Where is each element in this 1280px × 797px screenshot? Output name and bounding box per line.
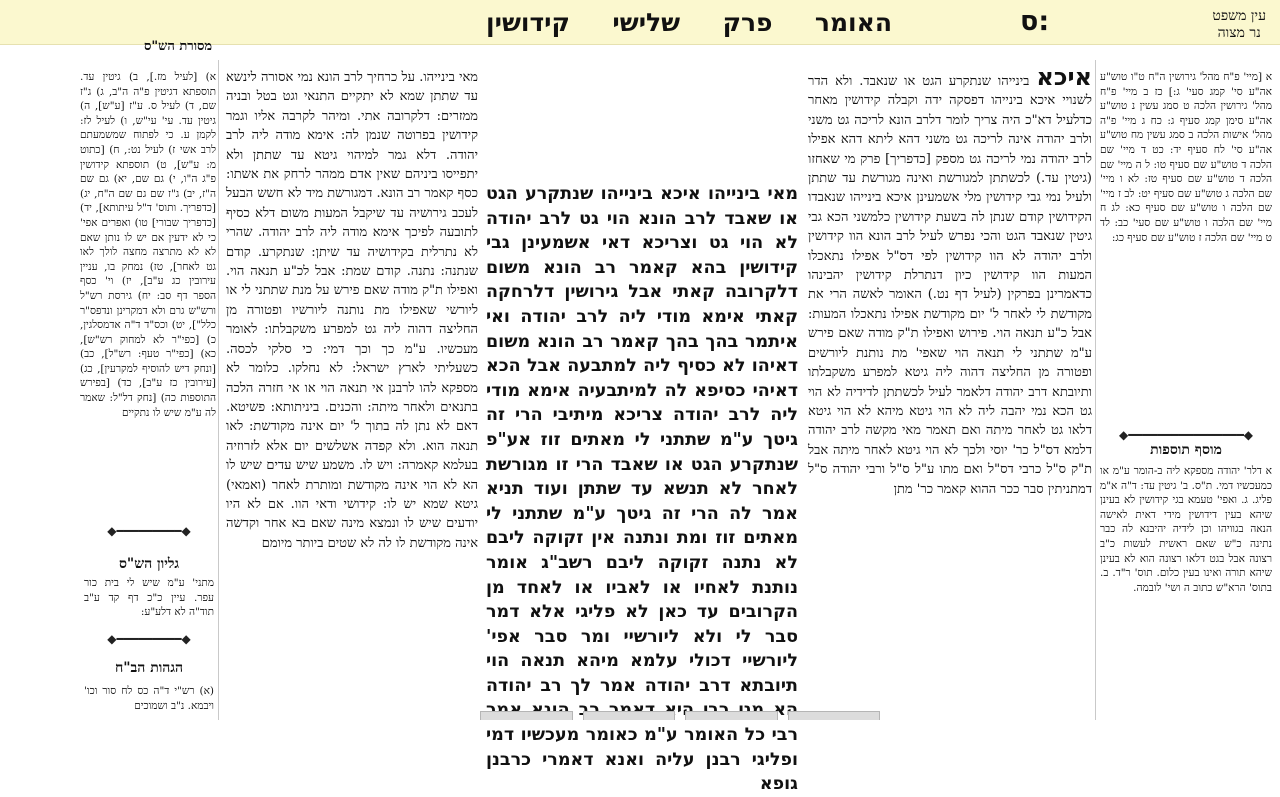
gemara-line: זקוקה ליבם רשב"ג אומר נותנת לאחיו או bbox=[486, 552, 798, 598]
mosaf-tosafot-line: ה ושי' לובמה. bbox=[1133, 581, 1190, 594]
masoret-line: ונדפס"ר כלל"], יט) וכס"ד ד"ה bbox=[80, 304, 216, 332]
ein-mishpat-line: סעי' ג:] bbox=[1168, 85, 1204, 98]
rashi-line: נט.) האומר לאשה הרי את מקודשת bbox=[808, 287, 1092, 322]
tosafot-line: לזרוזיה בעלמא קאמרה: ויש לו. bbox=[226, 438, 478, 474]
opening-word: איכא bbox=[1036, 63, 1092, 91]
tosafot-line: משמע שיש עדים שיש לו הא לא הוי bbox=[226, 458, 478, 493]
rashi-line: משקבלתו ותיובתא דרב יהודה דלאמר bbox=[808, 365, 1092, 400]
masoret-line: ז) לעיל נט:, ח) [כתוט מ: bbox=[80, 143, 216, 171]
tosafot-line: יהודה. דלא גמר למיהוי גיטא עד שתתן ולא יתפייסו ביניהם שאין bbox=[226, 147, 478, 183]
tosafot-line: אימא מודה ליה לרב יהודה. שהרי bbox=[226, 225, 400, 241]
tosafot-line: קאמר רב הונא. דמגורשת מיד לא bbox=[287, 186, 454, 202]
rashi-line: הקידושין קודם שנתן לה בשעת קידושין bbox=[895, 209, 1092, 225]
gemara-line: לאחר לא תנשא עד שתתן ועוד תניא אמר bbox=[486, 479, 798, 524]
tosafot-line: שמת: אבל לכ"ע תנאה הוי. ואפילו bbox=[226, 264, 478, 299]
tosafot-line: חשש הבעל לעכב גירושיה עד שיקבל bbox=[226, 186, 478, 221]
masoret-line: שם ה"ז, יב) ג"ז שם גם שם bbox=[80, 173, 216, 200]
mosaf-tosafot-line: לידיה יהיבנא לה כבר נתינה bbox=[1100, 523, 1273, 550]
masoret-hashas-header: מסורת הש"ס bbox=[144, 39, 213, 54]
hagahot-line: (א) רש"י ד"ה כס לח סור וכו' bbox=[84, 685, 214, 697]
tosafot-line: לרבנן אי תנאה הוי או אי חזרה הלכה bbox=[226, 380, 415, 396]
rashi-line: מיהא לא הוי גיטא דלאו גט לאחר bbox=[808, 403, 1092, 439]
gemara-line: אבל גירושין דלרחקה קאתי אימא מודי ליה bbox=[486, 282, 798, 327]
rashi-line: יהבינהו כדאמרינן בפרקין (לעיל דף bbox=[808, 268, 1092, 303]
rashi-line: [כדפריך] פרק מי שאחזו (גיטין עד.) bbox=[808, 151, 1092, 187]
gemara-line: הא היא bbox=[664, 700, 798, 721]
ein-mishpat-line: טוש"ע אה"ע סי' לח סעיף יד: bbox=[1100, 129, 1273, 156]
title-word: קידושין bbox=[486, 8, 570, 37]
mosaf-tosafot-line: דידושין מידי דאית לאישה bbox=[1100, 508, 1218, 521]
masoret-line: תוספתא דגיטין פ"ה ה"ב, bbox=[108, 85, 217, 98]
rashi-line: גט משני דהא ליתא דהא אפילו לרב יהודה נמי לריכה גט מספק bbox=[808, 132, 1092, 167]
tosafot-line: שנתקרע. קודם שנתנה: נתנה. קודם bbox=[226, 244, 478, 280]
rashi-line: לעיל לכשתתן לדידיה לא הוי גט bbox=[808, 384, 1092, 419]
masoret-line: למקרעין], כג) [עירובין bbox=[80, 362, 216, 390]
rashi-line: ע"ל ס"ל ורבי יהודה ס"ל bbox=[808, 462, 935, 478]
gemara-line: סבר אפי' ליורשיי דכולי עלמא מיהא תנאה bbox=[486, 626, 798, 672]
gemara-line: אבל הכא דאיהי כסיפא לה למיתבעיה bbox=[486, 356, 798, 401]
mosaf-tosafot-line: ר"ד. ב. בתוס' הרא"ש כתוב bbox=[1100, 567, 1272, 594]
rashi-line: בינייהו דפסקה ידה וקבלה קידושין מאחר כדלעיל דא"כ bbox=[808, 93, 1092, 128]
tosafot-line: לא יתקיים התנאי וגט בטל ובניה ממזרים: דלקרובה אתי. ומיהר bbox=[226, 89, 478, 124]
tab[interactable] bbox=[583, 711, 676, 720]
rashi-line: כלמשני הכא גבי גיטין שנאבד הגט bbox=[808, 209, 1092, 245]
masoret-line: פ"ג ה"ו, י) גם שם, יא) גם bbox=[98, 173, 217, 186]
tosafot-line: הוא. ולא קפדה אשלשים יום אלא bbox=[266, 438, 445, 454]
gemara-line: לה הרי זה גיטך ע"מ שתתני לי מאתים bbox=[486, 503, 798, 549]
tosafot-line: גיטא שמא יש לו: קידושי ודאי הוו. bbox=[290, 496, 478, 512]
rashi-line: הוו קידושין כיון דנתרלת קידושין bbox=[855, 268, 1046, 284]
tosafot-line: סלקי לכסה. כשעליתי לארץ ישראל: bbox=[226, 341, 478, 377]
ein-mishpat-line: כז ב מיי' פ"ח מהל' גירושין bbox=[1100, 85, 1273, 113]
mosaf-tosafot-line: רצונה הוא לא בעינן שיהא bbox=[1100, 552, 1272, 580]
gemara-line: הונא משום דאיהו לא כסיף ליה למתבעה bbox=[486, 331, 798, 377]
masoret-line: ע"ז [ע"ש], ה) גיטין עד. עי' bbox=[80, 100, 216, 127]
tosafot-line: אדם ממהר לרחק את אשתו: כסף bbox=[226, 167, 479, 202]
gemara-line: הרי זה גיטך ע"מ שתתני לי מאתים זוז bbox=[486, 405, 798, 450]
rashi-line: לפי דס"ל אפילו נתאכלו המעות bbox=[808, 248, 1093, 284]
tosafot-line: בתוך ל' יום אינה מקודשת: לאו תנאה bbox=[226, 419, 478, 454]
gemara-line: אע"פ שנתקרע הגט או שאבד הרי זו מגורשת bbox=[486, 429, 798, 475]
masoret-line: הספר דף סב: יח) גירסת bbox=[108, 289, 216, 302]
tosafot-line: ליורשיו ופטורה מן החליצה דהוה ליה bbox=[226, 302, 478, 338]
tosafot-line: גט למפרע משקבלתו: לאומר bbox=[226, 322, 377, 338]
rashi-column bbox=[808, 63, 1093, 718]
masoret-line: ג) ג"ז שם, ד) לעיל ס. bbox=[80, 85, 216, 113]
rashi-line: שאם פירש ע"מ שתתני לי תנאה הוי bbox=[808, 326, 1092, 361]
ein-mishpat-line: טוש"ע שם סעיף טז: bbox=[1144, 173, 1235, 186]
mosaf-tosafot-line: א"מ פליג. ג. ואפי' טעמא בגי bbox=[1100, 479, 1272, 507]
ein-mishpat-line: שם סעיף יט: bbox=[1137, 187, 1192, 200]
gemara-line: פליגי אלא דמר סבר לי ולא ליורשיי ומר bbox=[486, 602, 798, 647]
masoret-line: לאחר], טז) נמחק בו, עניין bbox=[80, 260, 200, 273]
tab[interactable] bbox=[480, 711, 573, 720]
masoret-line: לפתוח שמשמעתם לרב אשי bbox=[80, 129, 216, 156]
masoret-line: עי"ש, ו) לעיל לז: לקמן ע. כי bbox=[80, 114, 216, 142]
rashi-line: דמתניתין סבר ככר ההוא bbox=[970, 481, 1092, 497]
rashi-line: לי לאחר ל' יום מקודשת אפילו bbox=[891, 306, 1046, 322]
masoret-line: עירובין כג ע"ב], יז) וי' כסף bbox=[80, 275, 216, 288]
rashi-line: קאמר כר' מתן bbox=[893, 481, 967, 497]
ein-mishpat-header bbox=[1212, 8, 1266, 42]
gemara-line: מאי בינייהו איכא בינייהו שנתקרע הגט או bbox=[486, 184, 799, 229]
masoret-line: אדמסלגין, כ) [כפי"ר לא למחוק bbox=[80, 319, 216, 346]
tosafot-line: אם לא היו יודעים שיש לו ונמצא מינה bbox=[226, 496, 479, 532]
mosaf-tosafot-title: מוסף תוספות bbox=[1150, 442, 1222, 458]
masoret-line: ה"ח, יג) [כדפריך. ותוס' ד"ל bbox=[80, 187, 216, 215]
masoret-hashas-column bbox=[80, 70, 216, 510]
tosafot-line: לו לה לא שטים ביותר מיומם bbox=[261, 535, 406, 551]
rashi-line: מלי אשמעינן איכא בינייהו שנאבדו bbox=[808, 190, 982, 206]
gemara-line: לרב יהודה ואי איתמר בהך בהך קאמר רב bbox=[486, 306, 799, 352]
rashi-line: איכא בינייהו שנתקרע הגט או שנאבד. ולא הדר לשנויי איכא bbox=[808, 63, 1093, 109]
tosafot-line: לא נחלקו. כלומר לא מספקא להו bbox=[226, 361, 479, 396]
ein-mishpat-title: עין משפט bbox=[1212, 8, 1266, 24]
ein-mishpat-line: א [מיי' פ"ח מהל' גירושין bbox=[1169, 71, 1272, 83]
ein-mishpat-line: ה"ח ט"ו טוש"ע אה"ע סי' קמג bbox=[1100, 71, 1272, 98]
tab[interactable] bbox=[788, 711, 881, 720]
ein-mishpat-line: אה"ע סימן קמג סעיף ג: bbox=[1167, 114, 1273, 127]
gilyon-hashas-title: גליון הש"ס bbox=[118, 556, 180, 572]
tosafot-column bbox=[226, 68, 478, 718]
mosaf-tosafot-line: תורה ואינו בעין כלום. תוס' bbox=[1134, 567, 1246, 580]
masoret-line: יש לו נותן שאם לא bbox=[80, 231, 217, 259]
tosafot-line: לי או ליורשי שאפילו מת נותנה bbox=[226, 283, 479, 318]
column-divider bbox=[1095, 60, 1096, 720]
tosafot-line: אינה מקודשת ומותרת לאחר (ואמאי) bbox=[226, 477, 418, 493]
masoret-line: עיתותא], יד) [כדפריך שבורי] bbox=[80, 202, 216, 229]
ein-mishpat-line: ל ה מיי' שם הלכה ד bbox=[1100, 158, 1273, 186]
rashi-line: מן החליצה דהוה ליה גיטא למפרע bbox=[862, 365, 1050, 381]
masoret-line: לא מתרצה מחצה לולך לאו גט bbox=[80, 246, 216, 273]
ein-mishpat-line: כח ג מיי' פ"ה מהל' אישות bbox=[1100, 114, 1272, 142]
gemara-line: רבי כל האומר ע"מ כאומר מעכשיו דמי bbox=[486, 725, 798, 746]
rashi-line: לכשתתן למגורשת ואינה מגורשת bbox=[861, 171, 1031, 187]
hagahot-line: ויבמא. נ"ב ושמוכים bbox=[134, 699, 214, 712]
ein-mishpat-line: שם סעיף כא: bbox=[1125, 202, 1185, 215]
tosafot-line: לא נתרלית בקידושיה עד שיתן: bbox=[311, 244, 479, 260]
tosafot-line: המעות משום דלא כסיף לתובעה לפיכך bbox=[226, 205, 478, 241]
tosafot-line: שאם בא אחר וקדשה אינה מקודשת bbox=[226, 516, 478, 551]
masoret-line: רש"ל ורש"ש גרם ולא דמקרינן bbox=[80, 289, 216, 317]
masoret-line: כה) [נחק דל"ל: שאמר לה ע"מ bbox=[80, 392, 216, 419]
masoret-line: טו) ואפרים אפי' כי לא ידעין אם bbox=[80, 216, 216, 244]
ein-mishpat-line: טוש"ע שם סעיף כג: bbox=[1111, 231, 1196, 244]
rashi-line: הכא נמי יהבה ליה לא הוי גיטא bbox=[909, 403, 1075, 419]
masoret-line: רש"ש], כא) [כפי"ר טעף: bbox=[80, 333, 216, 361]
daf-number: ס: bbox=[1020, 6, 1050, 37]
masoret-line: א) [לעיל מז.], ב) גיטין עד. bbox=[80, 71, 216, 83]
masoret-line: רש"ל], כב) [ונחק דיש להוסיף bbox=[80, 348, 216, 375]
gemara-line: בהא קאמר רב הונא משום דלקרובה קאתי bbox=[486, 257, 799, 303]
rashi-line: לא הוי גיטא לאחר מיתה אבל bbox=[808, 442, 959, 458]
ein-mishpat-line: שם סעי' כב: bbox=[1114, 216, 1169, 229]
tab[interactable] bbox=[685, 711, 778, 720]
gilyon-line: עפר. עיין כ"כ דף קד ע"ב bbox=[84, 591, 214, 604]
rashi-line: היה צריך לומר דלרב הונא לריכה גט משני ולרב יהודה אינה לריכה bbox=[808, 112, 1093, 148]
title-word: האומר bbox=[814, 8, 892, 37]
rashi-line: עד שתתן ולעיל נמי גבי קידושין bbox=[808, 171, 1092, 206]
gemara-line: הוי גט וצריכא דאי אשמעינן גבי קידושין bbox=[486, 233, 799, 278]
ein-mishpat-line: לג ח מיי' שם הלכה ו טוש"ע bbox=[1100, 202, 1272, 229]
ein-mishpat-line: לד ט מיי' שם הלכה ז bbox=[1100, 216, 1272, 244]
masoret-line: שיש לו נתקיים bbox=[121, 406, 182, 419]
mosaf-tosafot-line: ב-הומר ע"מ או כמעכשיו דמי. bbox=[1100, 465, 1272, 492]
hagahot-habach-title: הגהות הב"ח bbox=[114, 660, 184, 676]
ornament-divider: ◆━━━━━━━━━◆ bbox=[107, 524, 191, 538]
ein-mishpat-line: כט ד מיי' שם הלכה ד bbox=[1100, 143, 1272, 171]
ein-mishpat-line: טוש"ע שם סעיף טו: bbox=[1153, 158, 1238, 171]
rashi-line: קידושין ולרב יהודה לא הוו קידושין bbox=[808, 229, 1092, 264]
rashi-line: ת"ק ס"ל כרבי דס"ל ואם מתו bbox=[939, 462, 1092, 478]
column-divider bbox=[218, 60, 219, 720]
ner-mitzvah-title: נר מצוה bbox=[1217, 25, 1261, 41]
mosaf-tosafot-line: כ"ש שאם ראשית לעשות bbox=[1123, 537, 1242, 550]
gilyon-line: תוד"ה לא דלע"ע: bbox=[140, 606, 214, 619]
gemara-line: לאביו או לאחד מן הקרובים עד כאן לא bbox=[486, 577, 799, 623]
tosafot-line: מאי בינייהו. על כרחיך לרב הונא נמי אסורה לינשא עד שתתן שמא bbox=[226, 70, 478, 105]
mosaf-tosafot-line: הנאה בגוויהו וכן bbox=[1200, 523, 1272, 536]
mosaf-tosafot-line: קידושין לא בעינן שיהא בעין bbox=[1100, 494, 1272, 521]
masoret-line: כז ע"ב], כד) [בפירש התוספות bbox=[80, 377, 217, 405]
gemara-line: זוז ומת ונתנה אין זקוקה ליבם לא נתנה bbox=[486, 528, 799, 573]
ein-mishpat-line: לב ז מיי' שם הלכה ו טוש"ע bbox=[1100, 187, 1273, 215]
mosaf-tosafot-column bbox=[1100, 464, 1272, 714]
gemara-text bbox=[486, 182, 799, 795]
ein-mishpat-line: לא ו מיי' שם הלכה ג טוש"ע bbox=[1100, 173, 1272, 200]
mosaf-tosafot-line: ת"ס. ב' גיטין עד: ד"ה bbox=[1120, 479, 1213, 492]
ein-mishpat-column bbox=[1100, 70, 1272, 410]
gilyon-line: מתני' ע"מ שיש לי בית כור bbox=[84, 577, 214, 589]
gemara-line: אימא מודי ליה לרב יהודה צריכא מיתיבי bbox=[486, 380, 798, 426]
rashi-line: יהודה דלמא דס"ל כר' יוסי ולכך bbox=[808, 423, 1092, 458]
tosafot-line: ת"ק מודה שאם פירש על מנת שתתני bbox=[255, 283, 443, 299]
title-word: פרק bbox=[722, 8, 773, 37]
gilyon-hashas-column bbox=[84, 576, 214, 622]
rashi-line: תנאה הוי. פירוש ואפילו ת"ק מודה bbox=[868, 326, 1043, 342]
mosaf-tosafot-line: כ"ב רצונה אבל בגט דלאו bbox=[1100, 537, 1273, 565]
hagahot-habach-column bbox=[84, 684, 214, 720]
tosafot-line: לקרבה אליו וגמר קידושין בפרוטה שנמן לה: אימא מודה ליה לרב bbox=[226, 108, 478, 144]
gemara-line: ופליגי רבנן עליה ואנא דאמרי כרבנן גופא bbox=[486, 749, 798, 795]
ornament-divider: ◆━━━━━━━━━━━━━━━━◆ bbox=[1118, 428, 1254, 442]
rashi-line: שאפי' מת נותנת ליורשים ופטורה bbox=[808, 345, 1092, 381]
rashi-line: והכי נפרש לעיל לרב הונא הוו bbox=[849, 229, 1001, 245]
gemara-line: הוי תיובתא דרב יהודה אמר לך רב יהודה bbox=[486, 651, 798, 696]
ein-mishpat-line: הלכה ב סמג עשין מח bbox=[1130, 129, 1220, 142]
tosafot-line: בתנאים ולאחר מיתה: והכנים. bbox=[324, 399, 478, 415]
rashi-line: מיתה ואם תאמר מאי מקשה לרב bbox=[841, 423, 1013, 439]
title-word: שלישי bbox=[612, 8, 681, 37]
gemara-line: שאבד לרב הונא הוי גט לרב יהודה לא bbox=[486, 208, 798, 254]
tosafot-line: ביניתותא: פשיטא. דאם לא נתן לה bbox=[226, 399, 478, 435]
mosaf-tosafot-line: א דלר' יהודה מספקא ליה bbox=[1166, 465, 1272, 477]
ornament-divider: ◆━━━━━━━━━◆ bbox=[107, 632, 191, 646]
ein-mishpat-line: הלכה ט סמג עשין נ טוש"ע bbox=[1100, 100, 1217, 113]
masoret-line: ע"ש], ט) תוספתא קידושין bbox=[80, 158, 200, 171]
rashi-line: נתאכלו המעות: אבל כ"ע bbox=[808, 306, 1092, 342]
bottom-tab-strip bbox=[480, 711, 880, 720]
chapter-title bbox=[486, 8, 892, 37]
tosafot-line: מעכשיו. ע"מ כך וכך דמי: כי bbox=[302, 341, 479, 357]
